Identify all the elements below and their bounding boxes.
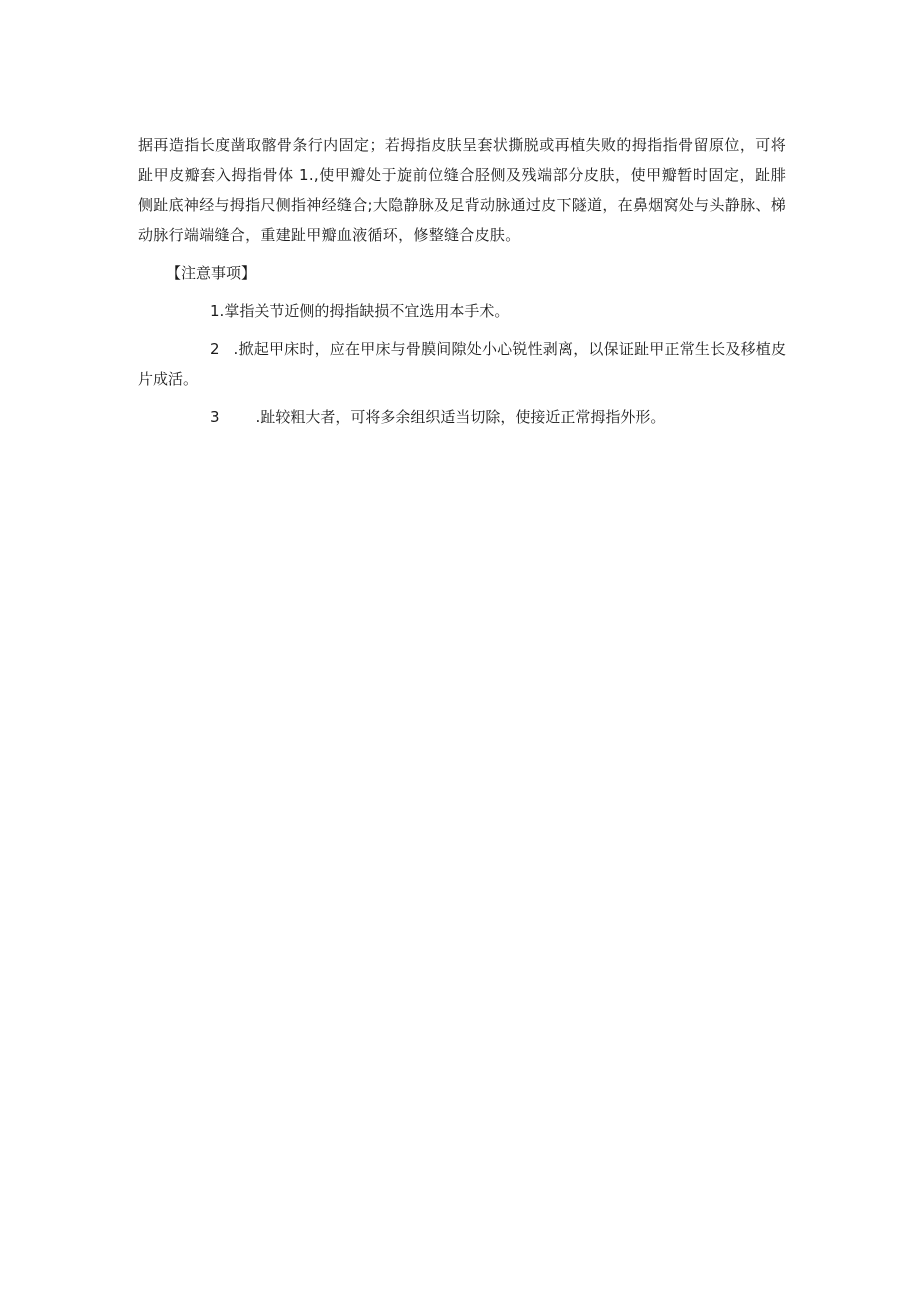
note-item-3	[138, 402, 786, 432]
note-number: 2	[210, 340, 220, 358]
document-body	[138, 130, 786, 432]
note-item-2	[138, 334, 786, 394]
note-text: .趾较粗大者，可将多余组织适当切除，使接近正常拇指外形。	[255, 408, 666, 426]
note-text: 掌指关节近侧的拇指缺损不宜选用本手术。	[224, 302, 510, 320]
note-number: 3	[210, 408, 220, 426]
note-number: 1.	[210, 302, 225, 320]
note-text: .掀起甲床时，应在甲床与骨膜间隙处小心锐性剥离，以保证趾甲正常生长及移植皮片成活。	[138, 340, 786, 388]
note-item-1	[138, 296, 786, 326]
section-heading: 【注意事项】	[166, 264, 257, 282]
body-paragraph: 据再造指长度凿取髂骨条行内固定；若拇指皮肤呈套状撕脱或再植失败的拇指指骨留原位，可将趾甲皮瓣套入拇指骨体 1.,使甲瓣处于旋前位缝合胫侧及残端部分皮肤，使甲瓣暂时固定，趾腓侧趾底神经与拇指尺侧指神经缝合;大隐静脉及足背动脉通过皮下隧道，在鼻烟窝处与头静脉、梯动脉行端端缝合，重建趾甲瓣血液循环，修整缝合皮肤。	[138, 136, 786, 244]
